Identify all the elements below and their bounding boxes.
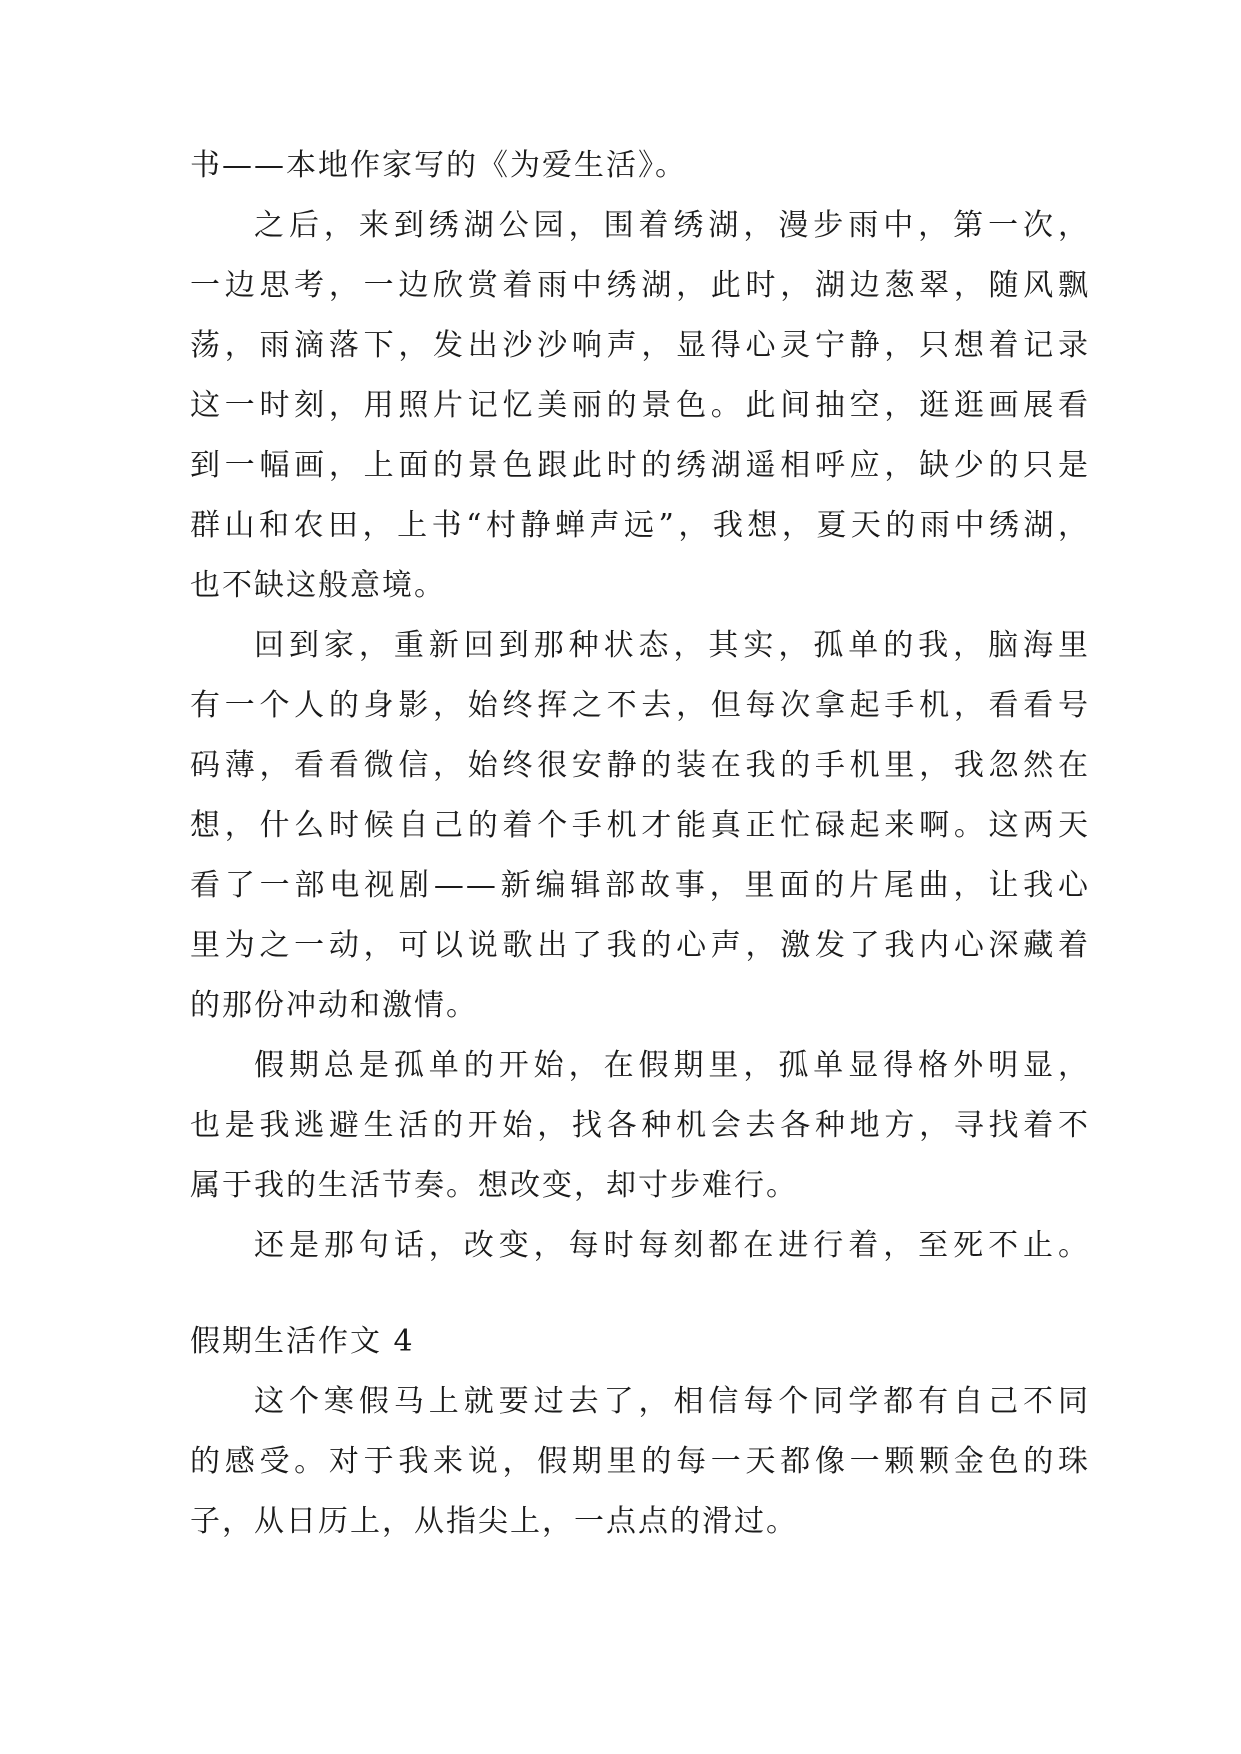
text-line: 码薄，看看微信，始终很安静的装在我的手机里，我忽然在 [190, 748, 1090, 783]
text-line: 也是我逃避生活的开始，找各种机会去各种地方，寻找着不 [190, 1108, 1090, 1143]
text-line: 还是那句话，改变，每时每刻都在进行着，至死不止。 [254, 1228, 1090, 1263]
text-line: 书——本地作家写的《为爱生活》。 [190, 148, 687, 183]
intro-fragment [190, 136, 1090, 196]
section-heading: 假期生活作文 4 [190, 1324, 415, 1359]
text-line: 假期总是孤单的开始，在假期里，孤单显得格外明显， [254, 1048, 1090, 1083]
text-line: 也不缺这般意境。 [190, 568, 446, 603]
text-line: 群山和农田，上书“村静蝉声远”，我想，夏天的雨中绣湖， [190, 508, 1090, 543]
paragraph-home [190, 616, 1090, 1036]
paragraph-winter [190, 1372, 1090, 1552]
text-line: 到一幅画，上面的景色跟此时的绣湖遥相呼应，缺少的只是 [190, 448, 1090, 483]
text-line: 之后，来到绣湖公园，围着绣湖，漫步雨中，第一次， [254, 208, 1090, 243]
text-line: 的那份冲动和激情。 [190, 988, 478, 1023]
paragraph-change [190, 1216, 1090, 1276]
text-line: 的感受。对于我来说，假期里的每一天都像一颗颗金色的珠 [190, 1444, 1090, 1479]
text-line: 这个寒假马上就要过去了，相信每个同学都有自己不同 [254, 1384, 1090, 1419]
text-line: 这一时刻，用照片记忆美丽的景色。此间抽空，逛逛画展看 [190, 388, 1090, 423]
text-line: 一边思考，一边欣赏着雨中绣湖，此时，湖边葱翠，随风飘 [190, 268, 1090, 303]
text-line: 属于我的生活节奏。想改变，却寸步难行。 [190, 1168, 798, 1203]
text-line: 想，什么时候自己的着个手机才能真正忙碌起来啊。这两天 [190, 808, 1090, 843]
text-line: 子，从日历上，从指尖上，一点点的滑过。 [190, 1504, 798, 1539]
text-line: 有一个人的身影，始终挥之不去，但每次拿起手机，看看号 [190, 688, 1090, 723]
text-line: 荡，雨滴落下，发出沙沙响声，显得心灵宁静，只想着记录 [190, 328, 1090, 363]
paragraph-holiday [190, 1036, 1090, 1216]
text-line: 里为之一动，可以说歌出了我的心声，激发了我内心深藏着 [190, 928, 1090, 963]
text-line: 看了一部电视剧——新编辑部故事，里面的片尾曲，让我心 [190, 868, 1090, 903]
paragraph-lake [190, 196, 1090, 616]
text-line: 回到家，重新回到那种状态，其实，孤单的我，脑海里 [254, 628, 1090, 663]
